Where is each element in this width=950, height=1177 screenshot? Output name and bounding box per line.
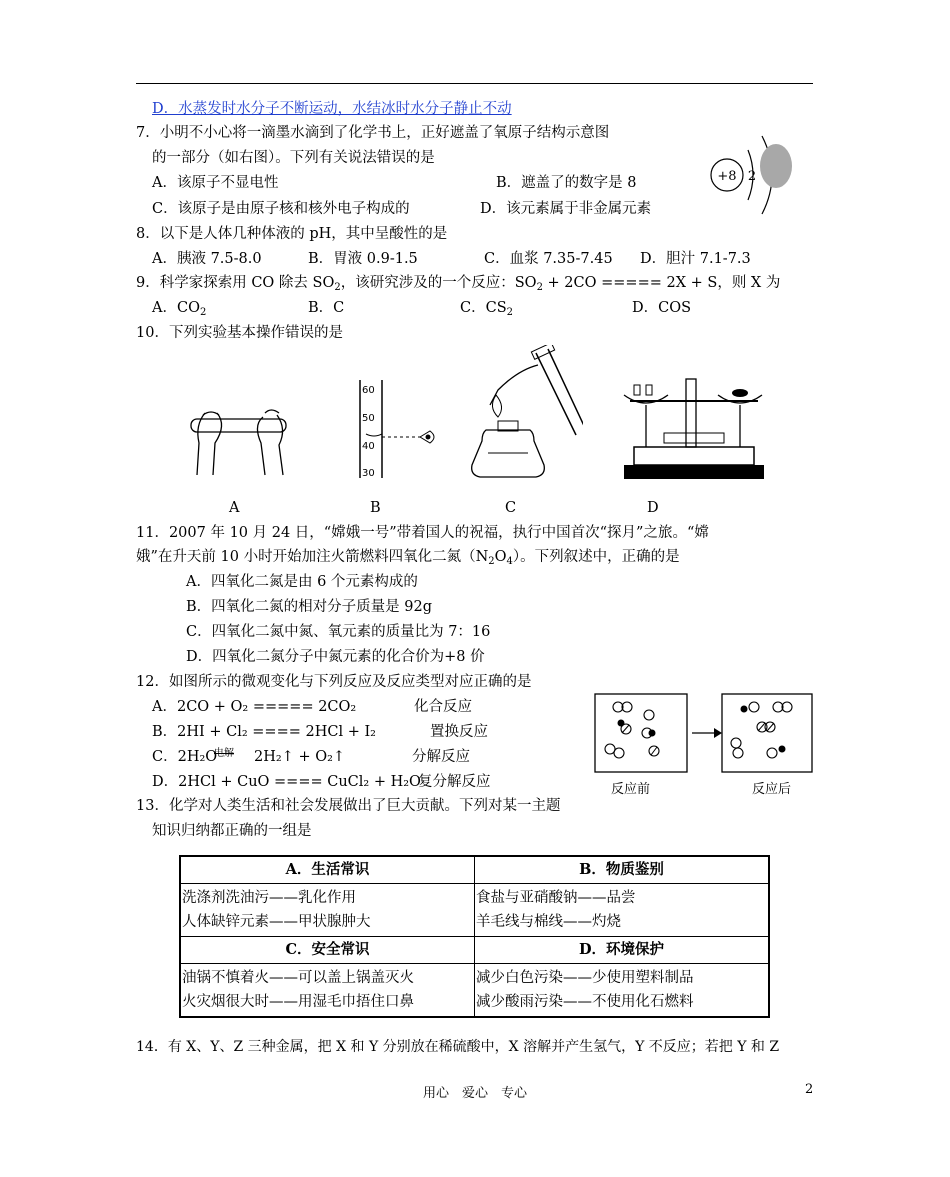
q9-stem: 9．科学家探索用 CO 除去 $SO_2$，该研究涉及的一个反应：$SO_2 + 2CO$ ===== 2X + S，则 X 为 <box>136 275 781 293</box>
q12-option-c-equation-right: 2H₂↑ + O₂↑ <box>254 749 346 765</box>
q12-option-d-type: 复分解反应 <box>418 774 491 790</box>
q12-option-c-condition: 电解 <box>214 748 234 759</box>
q8-option-d: D．胆汁 7.1-7.3 <box>640 251 751 267</box>
label-after-reaction: 反应后 <box>752 782 792 797</box>
header-rule <box>136 83 813 84</box>
q6-option-d[interactable]: D．水蒸发时水分子不断运动，水结冰时水分子静止不动 <box>152 101 512 117</box>
q12-option-b-type: 置换反应 <box>430 724 488 740</box>
figure-d-balance <box>620 375 768 483</box>
q7-option-b: B．遮盖了的数字是 8 <box>496 175 637 191</box>
q7-option-c: C．该原子是由原子核和核外电子构成的 <box>152 201 410 217</box>
q11-stem-line2: 娥”在升天前 10 小时开始加注火箭燃料四氧化二氮$(N_2O_4)$。下列叙述中，正确的是 <box>136 549 680 567</box>
q11-stem-line1: 11．2007 年 10 月 24 日，“嫦娥一号”带着国人的祝福，执行中国首次“探月”之旅。“嫦 <box>136 525 709 541</box>
q7-stem-line2: 的一部分（如右图）。下列有关说法错误的是 <box>152 150 435 166</box>
q12-micro-diagram <box>594 693 814 775</box>
figure-c-alcohol-lamp <box>468 345 583 485</box>
page-footer: 用心 爱心 专心 <box>422 1086 527 1101</box>
table-cell-a: 洗涤剂洗油污——乳化作用 人体缺锌元素——甲状腺肿大 <box>180 884 475 937</box>
svg-text:50: 50 <box>362 413 375 424</box>
before-box <box>595 694 687 772</box>
q9-option-b: B．C <box>308 300 345 316</box>
shell-1-count: 2 <box>747 169 757 184</box>
q12-option-c-equation-left: C．2H₂O <box>152 749 218 765</box>
q9-option-d: D．COS <box>632 300 692 316</box>
label-before-reaction: 反应前 <box>611 782 651 797</box>
q12-option-b-equation: B．2HI + Cl₂ ==== 2HCl + I₂ <box>152 724 376 740</box>
figure-label-a: A <box>229 500 240 516</box>
after-box <box>722 694 812 772</box>
q7-option-d: D．该元素属于非金属元素 <box>480 201 652 217</box>
page-number: 2 <box>805 1082 814 1097</box>
q8-stem: 8．以下是人体几种体液的 pH，其中呈酸性的是 <box>136 226 448 242</box>
nucleus-label: +8 <box>717 169 737 184</box>
svg-text:40: 40 <box>362 441 375 452</box>
q9-option-c: C．$CS_2$ <box>460 300 513 318</box>
q9-option-a: A．$CO_2$ <box>152 300 207 318</box>
figure-label-c: C <box>505 500 517 516</box>
q8-option-a: A．胰液 7.5-8.0 <box>152 251 262 267</box>
table-header-b: B．物质鉴别 <box>475 856 770 884</box>
q12-option-a-type: 化合反应 <box>414 699 472 715</box>
q11-option-d: D．四氧化二氮分子中氮元素的化合价为+8 价 <box>186 649 485 665</box>
svg-text:60: 60 <box>362 385 375 396</box>
table-header-d: D．环境保护 <box>475 937 770 964</box>
table-header-a: A．生活常识 <box>180 856 475 884</box>
q12-option-c-type: 分解反应 <box>412 749 470 765</box>
q7-option-a: A．该原子不显电性 <box>152 175 279 191</box>
table-cell-d: 减少白色污染——少使用塑料制品 减少酸雨污染——不使用化石燃料 <box>475 964 770 1018</box>
q12-stem: 12．如图所示的微观变化与下列反应及反应类型对应正确的是 <box>136 674 532 690</box>
q11-option-b: B．四氧化二氮的相对分子质量是 92g <box>186 599 432 615</box>
figure-a-test-tube <box>183 395 298 480</box>
table-header-c: C．安全常识 <box>180 937 475 964</box>
knowledge-table <box>179 855 770 1018</box>
figure-label-d: D <box>647 500 659 516</box>
table-cell-b: 食盐与亚硝酸钠——品尝 羊毛线与棉线——灼烧 <box>475 884 770 937</box>
q14-stem: 14．有 X、Y、Z 三种金属，把 X 和 Y 分别放在稀硫酸中，X 溶解并产生氢气，Y 不反应；若把 Y 和 Z <box>136 1039 780 1055</box>
oxygen-atom-diagram <box>700 128 810 220</box>
ink-blot <box>760 144 792 188</box>
q13-stem-line2: 知识归纳都正确的一组是 <box>152 823 312 839</box>
svg-text:30: 30 <box>362 468 375 479</box>
figure-b-cylinder <box>352 378 447 480</box>
q10-stem: 10．下列实验基本操作错误的是 <box>136 325 343 341</box>
q11-option-c: C．四氧化二氮中氮、氧元素的质量比为 7：16 <box>186 624 491 640</box>
table-cell-c: 油锅不慎着火——可以盖上锅盖灭火 火灾烟很大时——用湿毛巾捂住口鼻 <box>180 964 475 1018</box>
q8-option-b: B．胃液 0.9-1.5 <box>308 251 418 267</box>
q7-stem-line1: 7．小明不小心将一滴墨水滴到了化学书上，正好遮盖了氧原子结构示意图 <box>136 125 610 141</box>
q13-stem-line1: 13．化学对人类生活和社会发展做出了巨大贡献。下列对某一主题 <box>136 798 561 814</box>
q11-option-a: A．四氧化二氮是由 6 个元素构成的 <box>186 574 418 590</box>
figure-label-b: B <box>370 500 381 516</box>
q12-option-a-equation: A．2CO + O₂ ===== 2CO₂ <box>152 699 357 715</box>
q12-option-d-equation: D．2HCl + CuO ==== CuCl₂ + H₂O <box>152 774 421 790</box>
q8-option-c: C．血浆 7.35-7.45 <box>484 251 613 267</box>
